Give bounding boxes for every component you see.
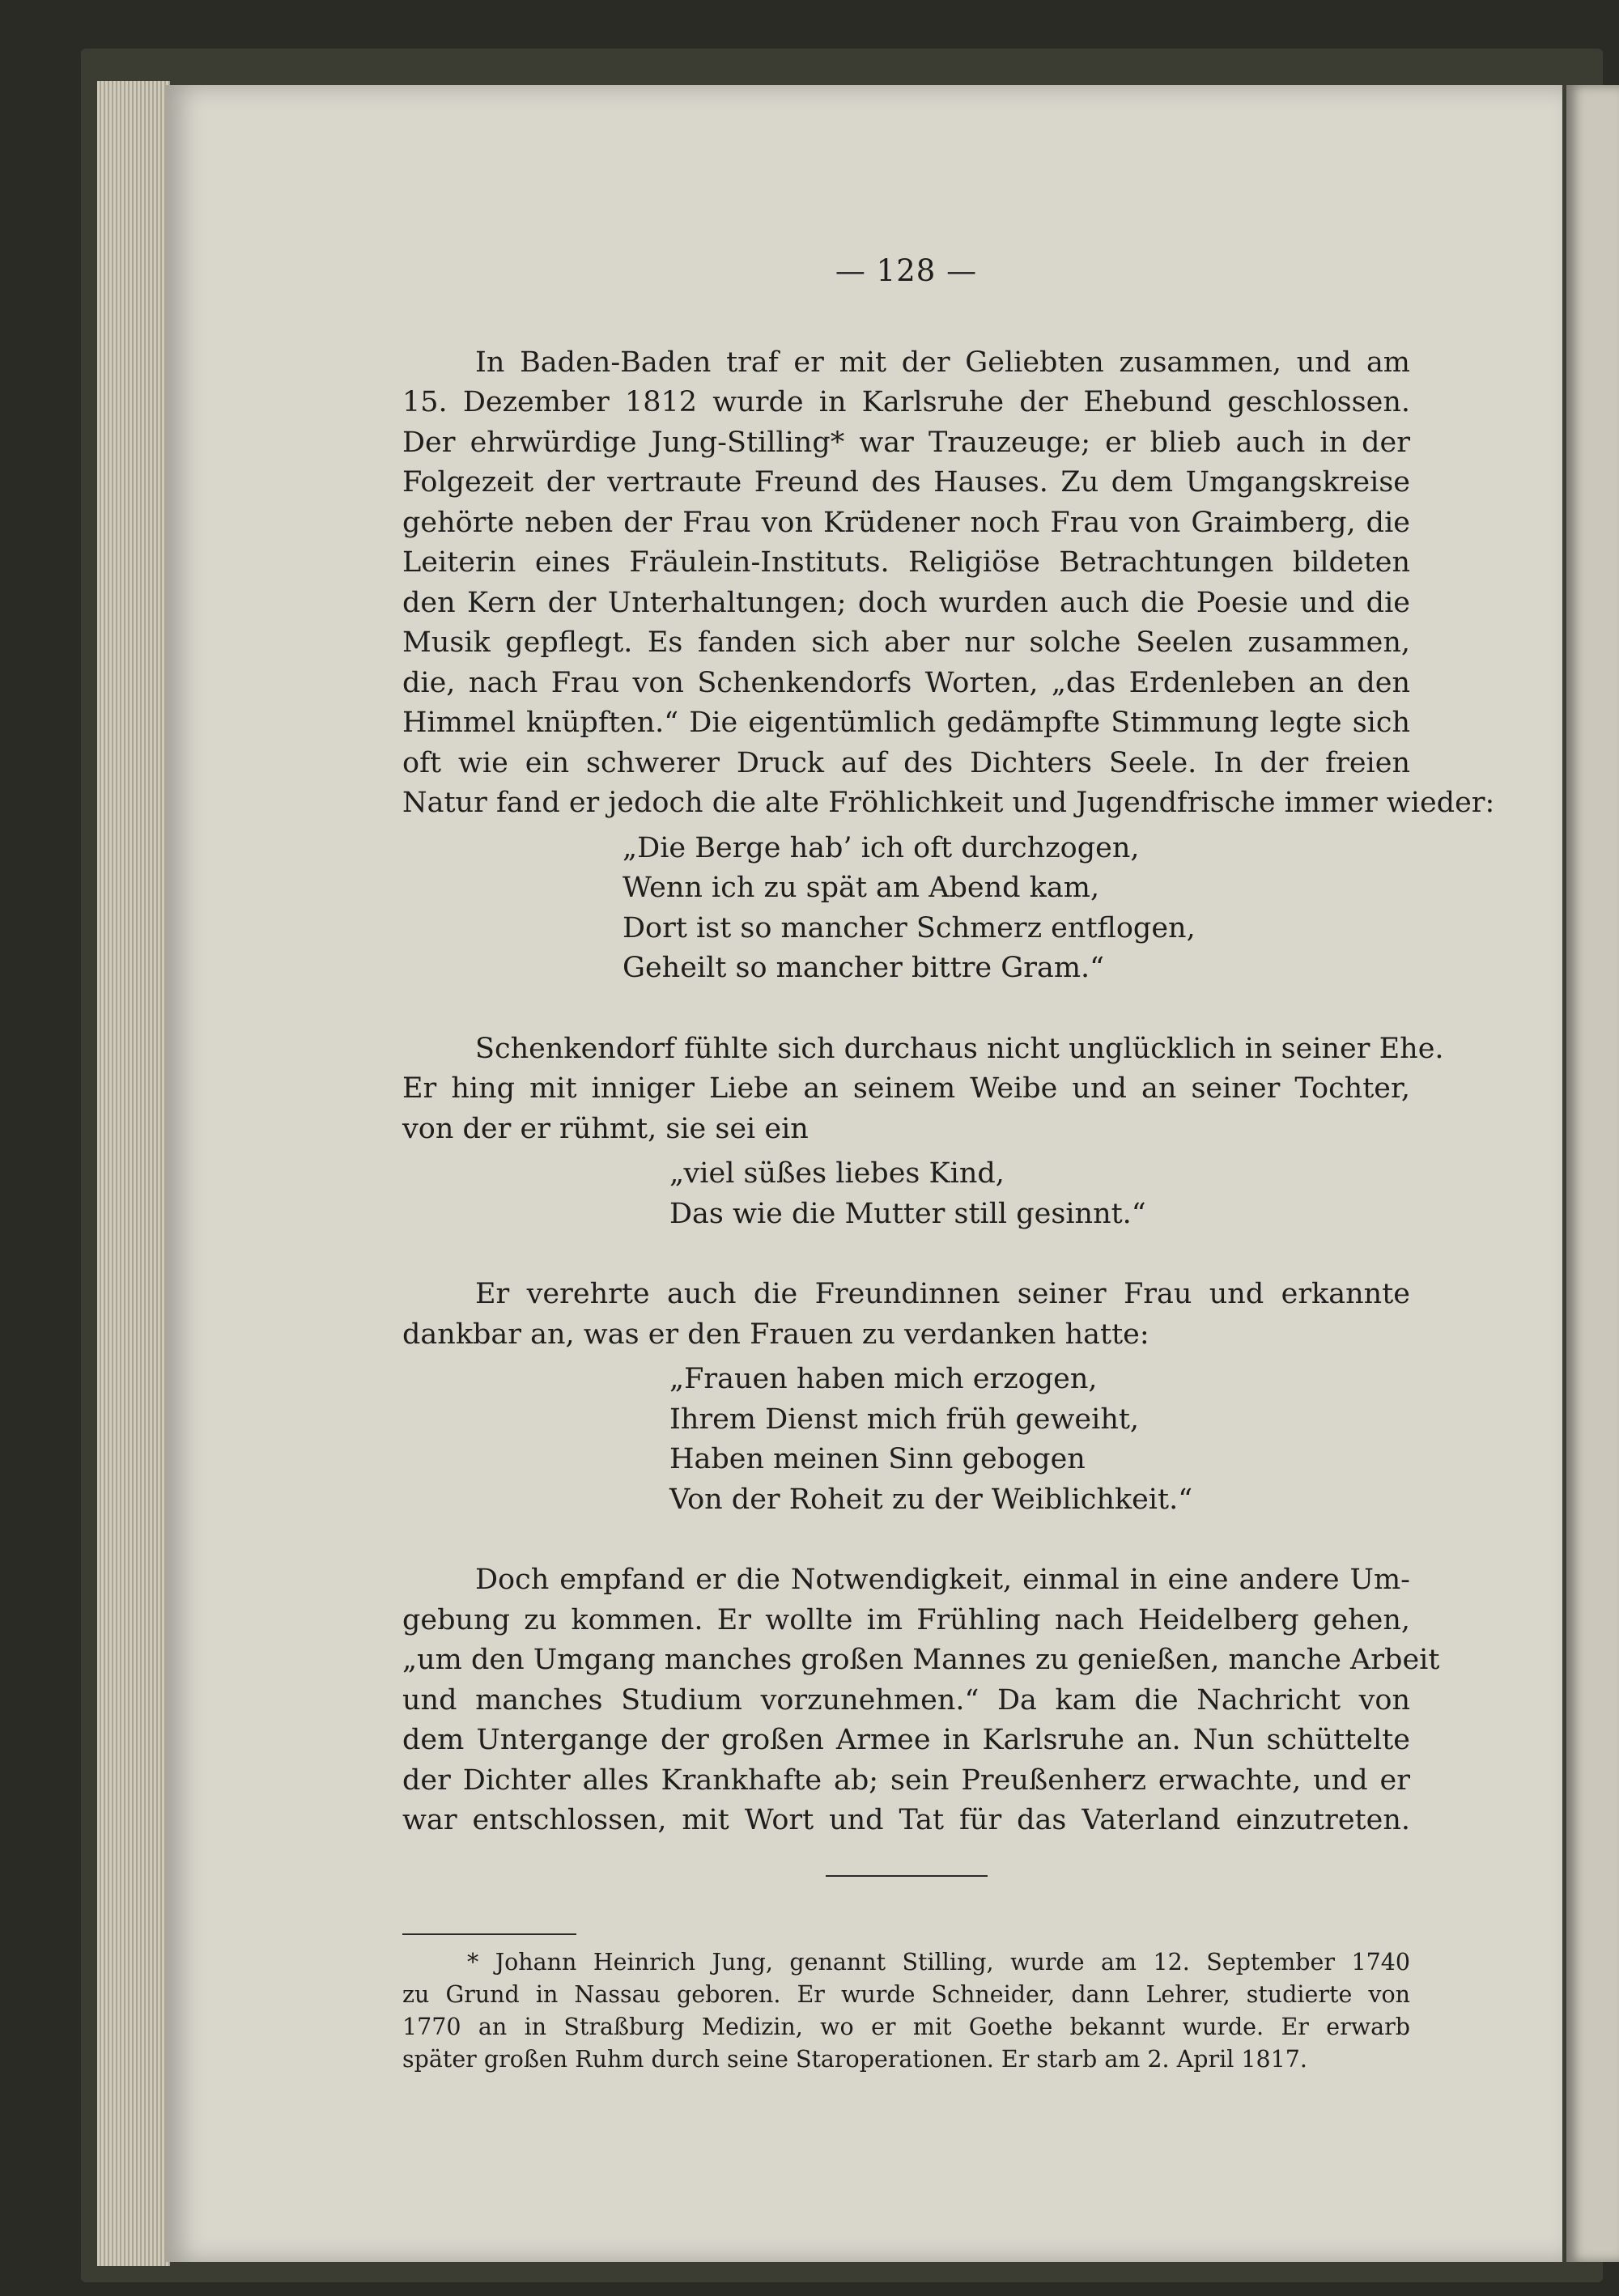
footnote-line: 1770 an in Straßburg Medizin, wo er mit Goethe bekannt wurde. Er erwarb [402, 2013, 1410, 2040]
verse-line: Geheilt so mancher bittre Gram.“ [623, 952, 1105, 984]
text-line: oft wie ein schwerer Druck auf des Dichters Seele. In der freien [402, 746, 1410, 779]
text-line: gehörte neben der Frau von Krüdener noch Frau von Graimberg, die [402, 506, 1410, 539]
text-line: der Dichter alles Krankhafte ab; sein Preußenherz erwachte, und er [402, 1763, 1410, 1797]
verse-line: Das wie die Mutter still gesinnt.“ [669, 1197, 1146, 1230]
text-line: Schenkendorf fühlte sich durchaus nicht unglücklich in seiner Ehe. [475, 1032, 1444, 1065]
verse-line: „Frauen haben mich erzogen, [669, 1363, 1098, 1395]
text-line: Musik gepflegt. Es fanden sich aber nur solche Seelen zusammen, [402, 626, 1410, 659]
text-line: Doch empfand er die Notwendigkeit, einmal in eine andere Um- [475, 1564, 1410, 1596]
paragraph-2 [402, 1029, 1444, 1150]
facing-page-edge [1566, 85, 1619, 2262]
footnote-line: * Johann Heinrich Jung, genannt Stilling, wurde am 12. September 1740 [467, 1948, 1410, 1976]
section-divider [826, 1875, 988, 1877]
text-line: Himmel knüpften.“ Die eigentümlich gedämpfte Stimmung legte sich [402, 707, 1410, 739]
footnote-line: später großen Ruhm durch seine Staroperationen. Er starb am 2. April 1817. [402, 2045, 1307, 2073]
text-line: Er hing mit inniger Liebe an seinem Weibe und an seiner Tochter, [402, 1072, 1410, 1105]
verse-line: Von der Roheit zu der Weiblichkeit.“ [669, 1483, 1193, 1516]
verse-line: Ihrem Dienst mich früh geweiht, [669, 1403, 1140, 1436]
page-text [402, 251, 1495, 2076]
text-line: 15. Dezember 1812 wurde in Karlsruhe der Ehebund geschlossen. [402, 386, 1410, 418]
text-line: Er verehrte auch die Freundinnen seiner Frau und erkannte [475, 1278, 1410, 1310]
verse-line: Dort ist so mancher Schmerz entflogen, [623, 911, 1196, 944]
page-number: — 128 — [835, 253, 978, 288]
text-line: und manches Studium vorzunehmen.“ Da kam die Nachricht von [402, 1683, 1410, 1717]
text-line: dankbar an, was er den Frauen zu verdanken hatte: [402, 1318, 1149, 1351]
verse-line: „viel süßes liebes Kind, [669, 1157, 1005, 1190]
text-line: Der ehrwürdige Jung-Stilling* war Trauzeuge; er blieb auch in der [402, 426, 1410, 459]
paragraph-4 [402, 1560, 1440, 1841]
text-line: die, nach Frau von Schenkendorfs Worten, „das Erdenleben an den [402, 666, 1410, 699]
text-line: von der er rühmt, sie sei ein [402, 1112, 809, 1145]
verse-2 [402, 1154, 1410, 1234]
text-line: „um den Umgang manches großen Mannes zu genießen, manche Arbeit [402, 1644, 1440, 1676]
page-stack-edge [97, 81, 170, 2266]
verse-1 [402, 829, 1410, 989]
text-line: den Kern der Unterhaltungen; doch wurden auch die Poesie und die [402, 586, 1410, 619]
verse-line: „Die Berge hab’ ich oft durchzogen, [623, 831, 1140, 864]
verse-line: Haben meinen Sinn gebogen [669, 1443, 1086, 1475]
paragraph-3 [402, 1275, 1410, 1355]
text-line: Folgezeit der vertraute Freund des Hauses. Zu dem Umgangskreise [402, 466, 1410, 499]
text-line: gebung zu kommen. Er wollte im Frühling nach Heidelberg gehen, [402, 1603, 1410, 1636]
paragraph-1 [402, 343, 1495, 824]
text-line: Leiterin eines Fräulein-Instituts. Religiöse Betrachtungen bildeten [402, 546, 1410, 579]
verse-3 [402, 1360, 1410, 1520]
text-line: dem Untergange der großen Armee in Karlsruhe an. Nun schüttelte [402, 1724, 1410, 1756]
footnote-divider [402, 1933, 576, 1935]
text-line: In Baden-Baden traf er mit der Geliebten zusammen, und am [475, 346, 1410, 379]
text-line: Natur fand er jedoch die alte Fröhlichkeit und Jugendfrische immer wieder: [402, 787, 1495, 819]
footnote [402, 1946, 1410, 2076]
verse-line: Wenn ich zu spät am Abend kam, [623, 872, 1100, 904]
text-line: war entschlossen, mit Wort und Tat für das Vaterland einzutreten. [402, 1804, 1410, 1836]
footnote-line: zu Grund in Nassau geboren. Er wurde Schneider, dann Lehrer, studierte von [402, 1980, 1410, 2008]
